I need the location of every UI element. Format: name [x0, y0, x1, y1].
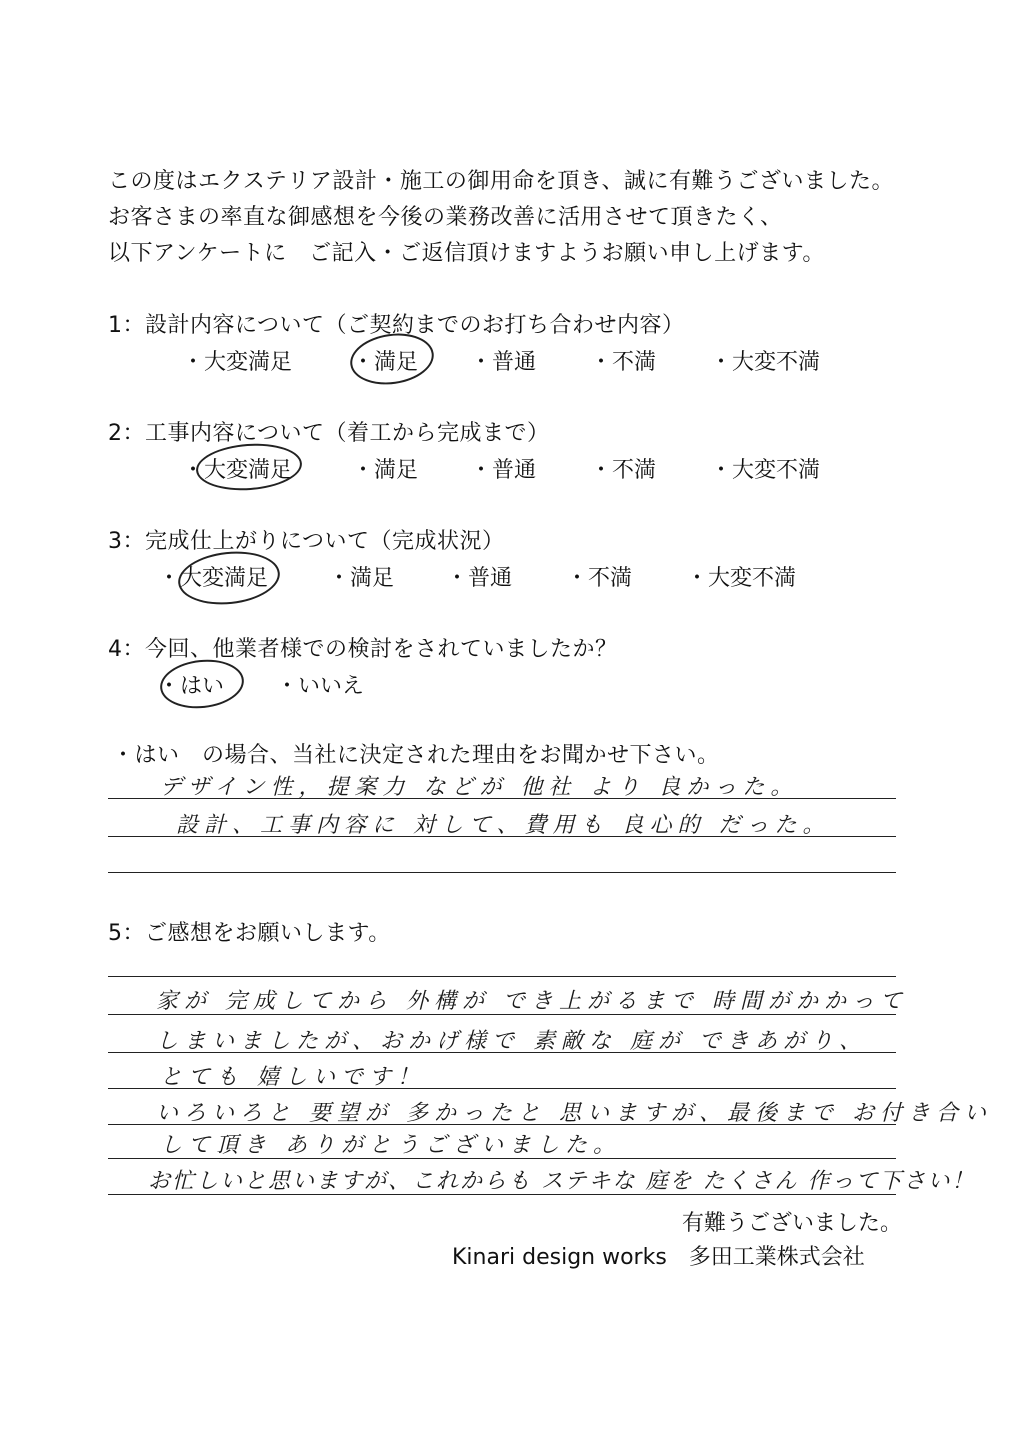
q1-option-satisfied: ・満足: [352, 350, 419, 375]
q5-answer-line-6: お忙しいと思いますが、これからも ステキな 庭を たくさん 作って下さい！: [148, 1169, 976, 1194]
reason-answer-line-2: 設計、工事内容に 対して、費用も 良心的 だった。: [176, 813, 831, 838]
reason-title: ・はい の場合、当社に決定された理由をお聞かせ下さい。: [112, 743, 720, 768]
q1-option-very-dissatisfied: ・大変不満: [710, 350, 821, 375]
reason-rule-3: [108, 872, 896, 873]
reason-rule-1: [108, 798, 896, 799]
q1-title: 1：設計内容について（ご契約までのお打ち合わせ内容）: [108, 313, 685, 338]
q5-rule-2: [108, 1052, 896, 1053]
q3-option-satisfied: ・満足: [328, 566, 395, 591]
q2-option-very-dissatisfied: ・大変不満: [710, 458, 821, 483]
q5-answer-line-4: いろいろと 要望が 多かったと 思いますが、最後まで お付き合い: [156, 1101, 992, 1126]
reason-answer-line-1: デザイン性，提案力 などが 他社 より 良かった。: [160, 775, 799, 800]
q3-option-normal: ・普通: [446, 566, 513, 591]
q3-title: 3：完成仕上がりについて（完成状況）: [108, 529, 505, 554]
q2-option-normal: ・普通: [470, 458, 537, 483]
q4-option-no: ・いいえ: [276, 674, 365, 699]
q5-answer-line-3: とても 嬉しいです！: [160, 1065, 425, 1090]
intro-line-1: この度はエクステリア設計・施工の御用命を頂き、誠に有難うございました。: [108, 169, 894, 194]
reason-rule-2: [108, 836, 896, 837]
q5-answer-line-1: 家が 完成してから 外構が でき上がるまで 時間がかかって: [156, 989, 908, 1014]
q3-option-dissatisfied: ・不満: [566, 566, 633, 591]
q3-option-very-dissatisfied: ・大変不満: [686, 566, 797, 591]
q5-answer-line-5: して頂き ありがとうございました。: [160, 1133, 621, 1158]
q2-option-satisfied: ・満足: [352, 458, 419, 483]
q1-option-normal: ・普通: [470, 350, 537, 375]
q4-title: 4：今回、他業者様での検討をされていましたか？: [108, 637, 618, 662]
intro-line-2: お客さまの率直な御感想を今後の業務改善に活用させて頂きたく、: [108, 205, 783, 230]
q5-rule-6: [108, 1194, 896, 1195]
q5-rule-3: [108, 1088, 896, 1089]
q1-option-very-satisfied: ・大変満足: [182, 350, 293, 375]
q5-rule-4: [108, 1124, 896, 1125]
q2-title: 2：工事内容について（着工から完成まで）: [108, 421, 550, 446]
q5-answer-line-2: しまいましたが、おかげ様で 素敵な 庭が できあがり、: [156, 1029, 867, 1054]
company-signature: Kinari design works 多田工業株式会社: [452, 1245, 865, 1270]
q1-option-dissatisfied: ・不満: [590, 350, 657, 375]
q5-title: 5：ご感想をお願いします。: [108, 921, 391, 946]
q3-option-very-satisfied: ・大変満足: [158, 566, 269, 591]
q2-option-very-satisfied: ・大変満足: [182, 458, 293, 483]
q2-option-dissatisfied: ・不満: [590, 458, 657, 483]
intro-text: [108, 164, 894, 272]
q4-option-yes: ・はい: [158, 674, 225, 699]
q5-rule-5: [108, 1158, 896, 1159]
q5-rule-0: [108, 976, 896, 977]
q5-rule-1: [108, 1014, 896, 1015]
closing-thanks: 有難うございました。: [682, 1211, 903, 1236]
intro-line-3: 以下アンケートに ご記入・ご返信頂けますようお願い申し上げます。: [108, 241, 825, 266]
